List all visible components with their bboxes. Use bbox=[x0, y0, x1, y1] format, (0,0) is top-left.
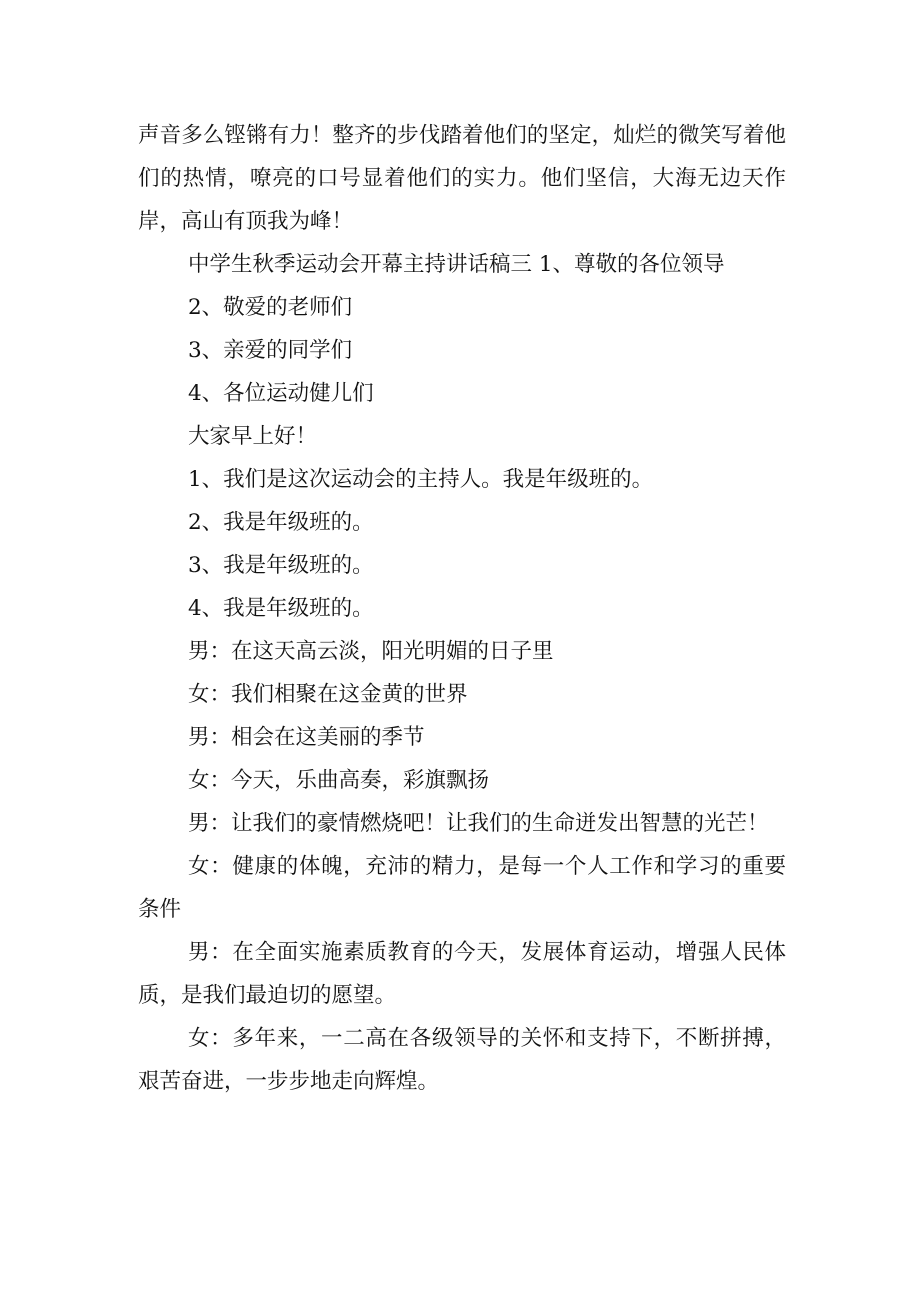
dialogue-line: 男：相会在这美丽的季节 bbox=[188, 725, 425, 750]
paragraph: 中学生秋季运动会开幕主持讲话稿三 1、尊敬的各位领导 bbox=[188, 252, 725, 277]
dialogue-line: 男：在这天高云淡，阳光明媚的日子里 bbox=[188, 639, 554, 664]
paragraph: 2、敬爱的老师们 bbox=[188, 295, 353, 320]
dialogue-line: 女：我们相聚在这金黄的世界 bbox=[188, 682, 468, 707]
document-body bbox=[138, 114, 786, 1103]
paragraph: 大家早上好！ bbox=[188, 424, 318, 449]
paragraph: 3、亲爱的同学们 bbox=[188, 338, 353, 363]
dialogue-line: 女：今天，乐曲高奏，彩旗飘扬 bbox=[188, 768, 490, 793]
paragraph: 2、我是年级班的。 bbox=[188, 510, 374, 535]
paragraph: 4、我是年级班的。 bbox=[188, 596, 374, 621]
paragraph: 声音多么铿锵有力！整齐的步伐踏着他们的坚定，灿烂的微笑写着他们的热情，嘹亮的口号显着他们的实力。他们坚信，大海无边天作岸，高山有顶我为峰！ bbox=[138, 123, 786, 234]
dialogue-line: 女：多年来，一二高在各级领导的关怀和支持下，不断拼搏，艰苦奋进，一步步地走向辉煌。 bbox=[138, 1026, 786, 1094]
paragraph: 3、我是年级班的。 bbox=[188, 553, 374, 578]
dialogue-line: 男：在全面实施素质教育的今天，发展体育运动，增强人民体质，是我们最迫切的愿望。 bbox=[138, 940, 786, 1008]
dialogue-line: 女：健康的体魄，充沛的精力，是每一个人工作和学习的重要条件 bbox=[138, 854, 786, 922]
paragraph: 1、我们是这次运动会的主持人。我是年级班的。 bbox=[188, 467, 654, 492]
dialogue-line: 男：让我们的豪情燃烧吧！让我们的生命迸发出智慧的光芒！ bbox=[188, 811, 769, 836]
paragraph: 4、各位运动健儿们 bbox=[188, 381, 374, 406]
